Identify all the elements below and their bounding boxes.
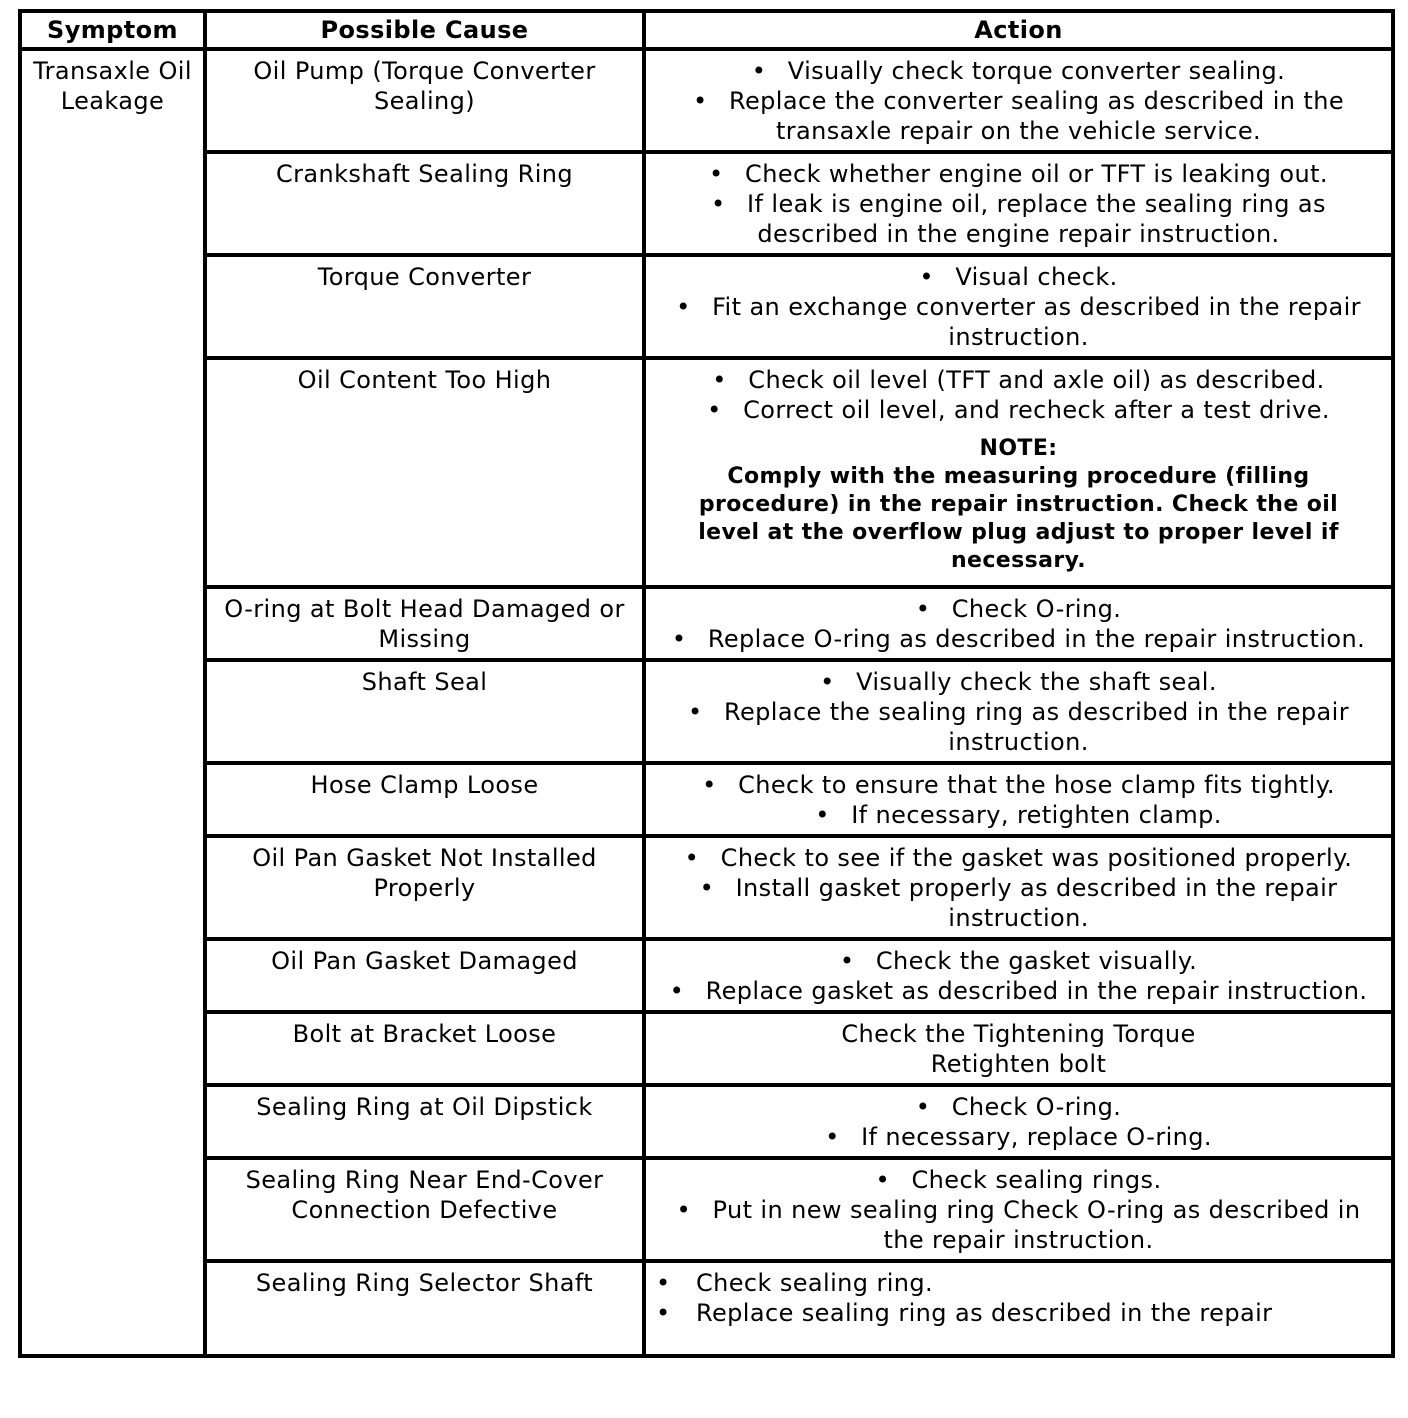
action-text: Check sealing ring. xyxy=(696,1269,934,1297)
bullet-icon: • xyxy=(687,698,703,726)
possible-cause-cell: Crankshaft Sealing Ring xyxy=(205,152,644,255)
action-cell xyxy=(644,1261,1393,1356)
possible-cause-cell: Oil Content Too High xyxy=(205,358,644,587)
bullet-icon: • xyxy=(656,1299,671,1327)
action-item xyxy=(656,976,1381,1006)
bullet-icon: • xyxy=(709,160,724,188)
action-text: Check oil level (TFT and axle oil) as described. xyxy=(748,366,1325,394)
action-text: Visual check. xyxy=(955,263,1118,291)
bullet-icon: • xyxy=(676,1196,692,1224)
action-list xyxy=(656,365,1381,425)
bullet-icon: • xyxy=(839,947,855,975)
action-text: Put in new sealing ring Check O-ring as described in the repair instruction. xyxy=(712,1196,1361,1254)
action-cell xyxy=(644,587,1393,660)
action-text: Check to ensure that the hose clamp fits tightly. xyxy=(738,771,1335,799)
action-line: Retighten bolt xyxy=(930,1050,1107,1078)
action-list xyxy=(656,1092,1381,1152)
table-row xyxy=(20,49,1393,152)
bullet-icon: • xyxy=(875,1166,891,1194)
note-block xyxy=(656,435,1381,575)
action-text: Check sealing rings. xyxy=(911,1166,1162,1194)
action-list xyxy=(656,770,1381,830)
header-symptom: Symptom xyxy=(20,11,205,49)
bullet-icon: • xyxy=(684,844,700,872)
bullet-icon: • xyxy=(825,1123,840,1151)
action-item xyxy=(656,56,1381,86)
action-list xyxy=(656,594,1381,654)
action-cell xyxy=(644,836,1393,939)
action-text: If leak is engine oil, replace the sealing ring as described in the engine repair instruction. xyxy=(747,190,1326,248)
action-cell xyxy=(644,49,1393,152)
bullet-icon: • xyxy=(707,396,722,424)
action-item xyxy=(656,159,1381,189)
action-item xyxy=(656,1298,1381,1328)
possible-cause-cell: Sealing Ring Near End-Cover Connection Defective xyxy=(205,1158,644,1261)
table-row xyxy=(20,587,1393,660)
action-item xyxy=(656,86,1381,146)
action-text: Check the gasket visually. xyxy=(875,947,1198,975)
troubleshooting-table xyxy=(18,9,1395,1358)
action-text: Correct oil level, and recheck after a test drive. xyxy=(743,396,1330,424)
bullet-icon: • xyxy=(699,874,715,902)
bullet-icon: • xyxy=(656,1269,671,1297)
table-row xyxy=(20,1085,1393,1158)
action-item xyxy=(656,1092,1381,1122)
action-cell xyxy=(644,358,1393,587)
possible-cause-cell: Sealing Ring Selector Shaft xyxy=(205,1261,644,1356)
action-cell xyxy=(644,1085,1393,1158)
table-row xyxy=(20,836,1393,939)
action-text: Install gasket properly as described in the repair instruction. xyxy=(735,874,1338,932)
action-text: Check O-ring. xyxy=(951,595,1122,623)
action-list xyxy=(656,946,1381,1006)
action-cell xyxy=(644,660,1393,763)
action-item xyxy=(656,1268,1381,1298)
table-row xyxy=(20,255,1393,358)
bullet-icon: • xyxy=(711,190,726,218)
action-list xyxy=(656,262,1381,352)
table-row xyxy=(20,1158,1393,1261)
table-row xyxy=(20,939,1393,1012)
action-item xyxy=(656,770,1381,800)
action-item xyxy=(656,667,1381,697)
possible-cause-cell: Oil Pump (Torque Converter Sealing) xyxy=(205,49,644,152)
action-line: Check the Tightening Torque xyxy=(841,1020,1196,1048)
note-title: NOTE: xyxy=(979,436,1058,461)
possible-cause-cell: O-ring at Bolt Head Damaged or Missing xyxy=(205,587,644,660)
bullet-icon: • xyxy=(712,366,727,394)
action-item xyxy=(656,624,1381,654)
action-list xyxy=(656,1268,1381,1328)
action-item xyxy=(656,1122,1381,1152)
action-text: Visually check torque converter sealing. xyxy=(787,57,1286,85)
action-item xyxy=(656,1165,1381,1195)
table-body xyxy=(20,49,1393,1356)
action-text: Replace O-ring as described in the repair instruction. xyxy=(707,625,1366,653)
header-possible-cause: Possible Cause xyxy=(205,11,644,49)
action-cell xyxy=(644,763,1393,836)
action-item xyxy=(656,292,1381,352)
action-cell xyxy=(644,1158,1393,1261)
action-item xyxy=(656,873,1381,933)
action-text: Fit an exchange converter as described in the repair instruction. xyxy=(712,293,1361,351)
action-text: Replace the sealing ring as described in the repair instruction. xyxy=(723,698,1350,756)
action-list xyxy=(656,843,1381,933)
action-list xyxy=(656,1165,1381,1255)
table-header xyxy=(20,11,1393,49)
action-text: Check to see if the gasket was positioned properly. xyxy=(720,844,1353,872)
action-item xyxy=(656,946,1381,976)
possible-cause-cell: Oil Pan Gasket Not Installed Properly xyxy=(205,836,644,939)
action-item xyxy=(656,843,1381,873)
header-action: Action xyxy=(644,11,1393,49)
action-item xyxy=(656,365,1381,395)
bullet-icon: • xyxy=(693,87,708,115)
bullet-icon: • xyxy=(676,293,691,321)
header-row xyxy=(20,11,1393,49)
action-item xyxy=(656,189,1381,249)
table-row xyxy=(20,1012,1393,1085)
possible-cause-cell: Hose Clamp Loose xyxy=(205,763,644,836)
action-text: Replace sealing ring as described in the repair xyxy=(696,1299,1273,1327)
bullet-icon: • xyxy=(669,977,685,1005)
bullet-icon: • xyxy=(815,801,830,829)
bullet-icon: • xyxy=(820,668,835,696)
action-text: Check O-ring. xyxy=(951,1093,1122,1121)
bullet-icon: • xyxy=(915,595,931,623)
bullet-icon: • xyxy=(702,771,717,799)
action-list xyxy=(656,56,1381,146)
action-cell xyxy=(644,939,1393,1012)
action-list xyxy=(656,159,1381,249)
symptom-cell: Transaxle Oil Leakage xyxy=(20,49,205,1356)
action-cell xyxy=(644,255,1393,358)
bullet-icon: • xyxy=(915,1093,931,1121)
bullet-icon: • xyxy=(919,263,934,291)
action-list xyxy=(656,667,1381,757)
table-row xyxy=(20,1261,1393,1356)
action-cell xyxy=(644,1012,1393,1085)
possible-cause-cell: Torque Converter xyxy=(205,255,644,358)
possible-cause-cell: Oil Pan Gasket Damaged xyxy=(205,939,644,1012)
possible-cause-cell: Bolt at Bracket Loose xyxy=(205,1012,644,1085)
action-item xyxy=(656,697,1381,757)
bullet-icon: • xyxy=(671,625,687,653)
action-item xyxy=(656,800,1381,830)
action-cell xyxy=(644,152,1393,255)
action-text: Replace gasket as described in the repair instruction. xyxy=(705,977,1368,1005)
action-text: Replace the converter sealing as described in the transaxle repair on the vehicle service. xyxy=(729,87,1344,145)
table-row xyxy=(20,763,1393,836)
action-item xyxy=(656,395,1381,425)
possible-cause-cell: Sealing Ring at Oil Dipstick xyxy=(205,1085,644,1158)
action-item xyxy=(656,594,1381,624)
possible-cause-cell: Shaft Seal xyxy=(205,660,644,763)
table-row xyxy=(20,152,1393,255)
action-text: Visually check the shaft seal. xyxy=(856,668,1217,696)
table-row xyxy=(20,358,1393,587)
action-text: If necessary, replace O-ring. xyxy=(861,1123,1212,1151)
bullet-icon: • xyxy=(751,57,767,85)
action-text: If necessary, retighten clamp. xyxy=(851,801,1222,829)
action-text: Check whether engine oil or TFT is leaking out. xyxy=(745,160,1328,188)
note-text: Comply with the measuring procedure (filling procedure) in the repair instruction. Check the oil level at the overflow plug adjust to proper level if necessary. xyxy=(698,464,1339,573)
action-item xyxy=(656,1195,1381,1255)
table-row xyxy=(20,660,1393,763)
action-item xyxy=(656,262,1381,292)
